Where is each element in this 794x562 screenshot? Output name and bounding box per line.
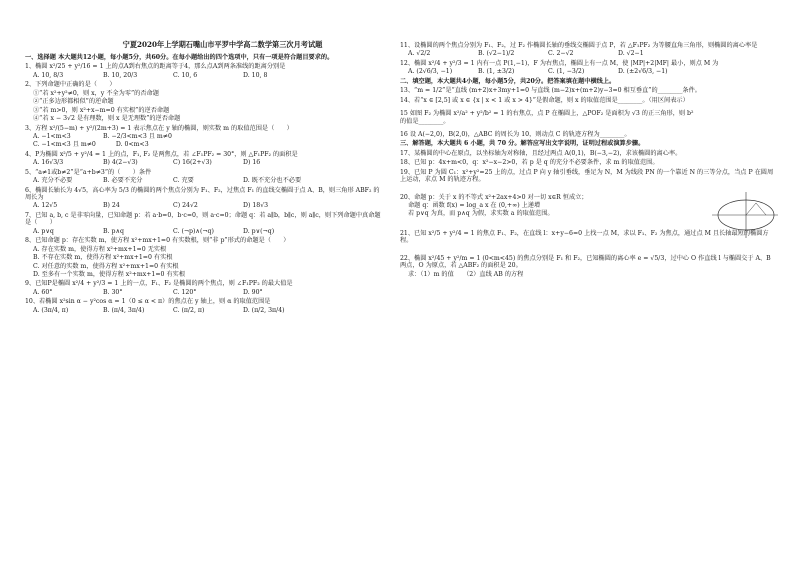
question-5: 5、“a≠1或b≠2”是“a+b≠3”的（ ）条件 bbox=[25, 168, 152, 176]
triangle-side bbox=[746, 203, 756, 215]
option-b: B. (1, ±3/2) bbox=[478, 68, 515, 76]
question-8-option: D. 至多有一个实数 m，使得方程 x²+mx+1=0 有实根 bbox=[33, 270, 186, 278]
question-2-item: ③“若 m>0，则 x²+x−m=0 有实根”的逆否命题 bbox=[33, 106, 170, 114]
option-d: D. (π/2, 3π/4) bbox=[243, 306, 285, 314]
option-d: D. 90° bbox=[243, 288, 263, 296]
question-7: 7、已知 a, b, c 是非零向量，已知命题 p：若 a·b=0，b·c=0，则 a·c=0；命题 q：若 a∥b，b∥c，则 a∥c，则下列命题中真命题是（ ） bbox=[25, 211, 381, 227]
option-b: B) 4(2−√3) bbox=[103, 159, 138, 167]
option-a: A. 60° bbox=[33, 288, 53, 296]
ellipse-figure bbox=[712, 190, 780, 240]
option-c: C. 120° bbox=[173, 288, 197, 296]
page-title: 宁夏2020年上学期石嘴山市平罗中学高二数学第三次月考试题 bbox=[122, 40, 323, 49]
option-a: A. (3π/4, π) bbox=[33, 306, 69, 314]
option-d: D. p∨(¬q) bbox=[243, 227, 275, 235]
option-b: B. 30° bbox=[103, 288, 123, 296]
question-20: 20、命题 p：关于 x 的不等式 x²+2ax+4>0 对一切 x∈R 恒成立； bbox=[400, 193, 588, 201]
question-13: 13、“m = 1/2”是“直线 (m+2)x+3my+1=0 与直线 (m−2)x+(m+2)y−3=0 相互垂直”的________条件。 bbox=[400, 87, 701, 95]
question-10-options bbox=[25, 307, 385, 314]
option-c: C. (¬p)∧(¬q) bbox=[173, 227, 214, 235]
option-d: D. 既不充分也不必要 bbox=[243, 177, 302, 185]
option-b: B. p∧q bbox=[103, 227, 124, 235]
option-a: A. (2√6/3, −1) bbox=[408, 68, 453, 76]
option-c: C) 16(2+√3) bbox=[173, 159, 212, 167]
option-a: A. 充分不必要 bbox=[33, 177, 73, 185]
option-c: C. 2−√2 bbox=[548, 50, 574, 58]
question-9-options bbox=[25, 289, 385, 296]
question-12-options bbox=[400, 68, 775, 75]
question-15: 15 如图 F₂ 为椭圆 x²/a² + y²/b² = 1 的右焦点，点 P 在椭圆上，△POF₂ 是面积为 √3 的正三角形，则 b² 的值是________。 bbox=[400, 110, 694, 125]
option-b: B. (π/4, 3π/4) bbox=[103, 306, 145, 314]
question-3-options bbox=[25, 133, 385, 140]
option-b: B. −2/3<m<3 且 m≠0 bbox=[103, 132, 172, 140]
option-d: D) 16 bbox=[243, 159, 261, 167]
question-12: 12、椭圆 x²/4 + y²/3 = 1 内有一点 P(1,−1)，F 为右焦点，椭圆上有一点 M，使 |MP|+2|MF| 最小，则点 M 为 bbox=[400, 59, 719, 67]
option-a: A. −1<m<3 bbox=[33, 132, 71, 140]
left-column bbox=[25, 52, 385, 314]
question-20-part: 命题 q：函数 f(x) = log_a x 在 (0,+∞) 上递增 bbox=[408, 202, 541, 209]
triangle-side bbox=[756, 203, 766, 215]
question-4-options bbox=[25, 159, 385, 166]
section-choice-header: 一、选择题 本大题共12小题，每小题5分，共60分。在每小题给出的四个选项中，只有一项是符合题目要求的。 bbox=[25, 54, 334, 61]
question-19: 19、已知 P 为圆 C₁：x²+y²=25 上的点，过点 P 向 y 轴引垂线，垂足为 N，M 为线段 PN 的一个靠近 N 的三等分点，当点 P 在圆周上运动，求点 M 的轨迹方程。 bbox=[400, 168, 774, 184]
question-8-option: B. 不存在实数 m，使得方程 x²+mx+1=0 有实根 bbox=[33, 254, 173, 262]
question-18: 18、已知 p：4x+m<0，q：x²−x−2>0，若 p 是 q 的充分不必要条件，求 m 的取值范围。 bbox=[400, 159, 659, 167]
question-5-options bbox=[25, 177, 385, 184]
option-c: C) 24√2 bbox=[173, 202, 198, 210]
question-21: 21、已知 x²/5 + y²/4 = 1 的焦点 F₁、F₂，在直线 l：x+y−6=0 上找一点 M，求以 F₁、F₂ 为焦点，通过点 M 且长轴最短的椭圆方程。 bbox=[400, 229, 769, 245]
question-20-part: 若 p∨q 为真，而 p∧q 为假，求实数 a 的取值范围。 bbox=[408, 210, 554, 218]
option-d: D. 0<m<3 bbox=[115, 141, 149, 149]
question-10: 10、若椭圆 x²sin α − y²cos α = 1（0 ≤ α < π）的焦点在 y 轴上，则 α 的取值范围是 bbox=[25, 298, 271, 306]
question-1: 1、椭圆 x²/25 + y²/16 = 1 上的点A到右焦点的距离等于4，那么点A到两条准线的距离分别是 bbox=[25, 63, 286, 71]
question-1-options bbox=[25, 72, 385, 79]
option-c: C. (1, −3/2) bbox=[548, 68, 585, 76]
option-d: D. 10, 8 bbox=[243, 71, 268, 79]
question-6-options bbox=[25, 202, 385, 209]
section-fill-header: 二、填空题，本大题共4小题，每小题5分，共20分。把答案填在题中横线上。 bbox=[400, 77, 616, 85]
section-answer-header: 三、解答题，本大题共 6 小题，共 70 分。解答应写出文字说明，证明过程或演算步骤。 bbox=[400, 140, 645, 148]
option-b: B. 10, 20/3 bbox=[103, 71, 138, 79]
option-a: A. p∨q bbox=[33, 227, 54, 235]
question-8: 8、已知命题 p：存在实数 m，使方程 x²+mx+1=0 有实数根，则“非 p”形式的命题是（ ） bbox=[25, 237, 290, 245]
option-c: C. (π/2, π) bbox=[173, 306, 205, 314]
question-11: 11、设椭圆的两个焦点分别为 F₁、F₂，过 F₂ 作椭圆长轴的垂线交椭圆于点 P，若 △F₁PF₂ 为等腰直角三角形，则椭圆的离心率是 bbox=[400, 42, 758, 49]
question-8-option: A. 存在实数 m，使得方程 x²+mx+1=0 无实根 bbox=[33, 245, 167, 253]
option-d: D. (±2√6/3, −1) bbox=[618, 68, 668, 76]
question-9: 9、已知P是椭圆 x²/4 + y²/3 = 1 上的一点，F₁、F₂ 是椭圆的两个焦点，则 ∠F₁PF₂ 的最大值是 bbox=[25, 280, 293, 288]
question-22: 22、椭圆 x²/45 + y²/m = 1 (0<m<45) 的焦点分别是 F₁ 和 F₂，已知椭圆的离心率 e = √5/3，过中心 O 作直线 l 与椭圆交于 A、B 两点，O 为原点，若 △ABF₂ 的面积是 20。 bbox=[400, 254, 771, 270]
right-column bbox=[400, 40, 775, 278]
option-c: C. 10, 6 bbox=[173, 71, 198, 79]
question-7-options bbox=[25, 228, 385, 235]
option-b: B. (√2−1)/2 bbox=[478, 50, 515, 58]
question-17: 17、某椭圆的中心在原点，以坐标轴为对称轴，且经过两点 A(0,1)，B(−3,−2)，求该椭圆的离心率。 bbox=[400, 149, 682, 157]
option-a: A. √2/2 bbox=[408, 50, 431, 58]
option-b: B. 必要不充分 bbox=[103, 177, 143, 185]
option-b: B) 24 bbox=[103, 202, 120, 210]
question-3-options-2 bbox=[25, 141, 385, 148]
option-c: C. 充要 bbox=[173, 177, 194, 185]
question-22-part: 求：（1）m 的值 （2）直线 AB 的方程 bbox=[408, 270, 524, 278]
question-2-item: ①“若 x²+y²≠0，则 x，y 不全为零”的否命题 bbox=[33, 89, 159, 97]
option-d: D) 18√3 bbox=[243, 202, 269, 210]
question-2: 2、下列命题中正确的是（ ） bbox=[25, 81, 116, 89]
question-14: 14、若“x ∈ [2,5] 或 x ∈ {x | x < 1 或 x > 4}”是假命题，则 x 的取值范围是________。（用区间表示） bbox=[400, 96, 689, 104]
question-3: 3、方程 x²/(5−m) + y²/(2m+3) = 1 表示焦点在 y 轴的椭圆，则实数 m 的取值范围是（ ） bbox=[25, 124, 293, 132]
question-8-option: C. 对任意的实数 m，使得方程 x²+mx+1=0 有实根 bbox=[33, 262, 179, 270]
option-a: A. 10, 8/3 bbox=[33, 71, 64, 79]
option-c: C. −1<m<3 且 m≠0 bbox=[33, 141, 96, 149]
question-6: 6、椭圆长轴长为 4√5，高心率为 5/3 的椭圆的两个焦点分别为 F₁、F₂，过焦点 F₁ 的直线交椭圆于点 A、B，则三角形 ABF₂ 的周长为 bbox=[25, 186, 380, 201]
option-a: A. 12√5 bbox=[33, 202, 58, 210]
question-11-options bbox=[400, 50, 775, 57]
option-d: D. √2−1 bbox=[618, 50, 644, 58]
question-2-item: ②“正多边形都相似”的逆命题 bbox=[33, 98, 114, 106]
option-a: A. 16√3/3 bbox=[33, 159, 64, 167]
question-4: 4、P为椭圆 x²/5 + y²/4 = 1 上的点，F₁, F₂ 是两焦点，若 ∠F₁PF₂ = 30°，则 △F₁PF₂ 的面积是 bbox=[25, 150, 298, 158]
question-16: 16 设 A(−2,0)，B(2,0)，△ABC 的周长为 10，则动点 C 的轨迹方程为________。 bbox=[400, 130, 631, 138]
question-2-item: ④“若 x − 3√2 是有理数，则 x 是无理数”的逆否命题 bbox=[33, 115, 181, 123]
